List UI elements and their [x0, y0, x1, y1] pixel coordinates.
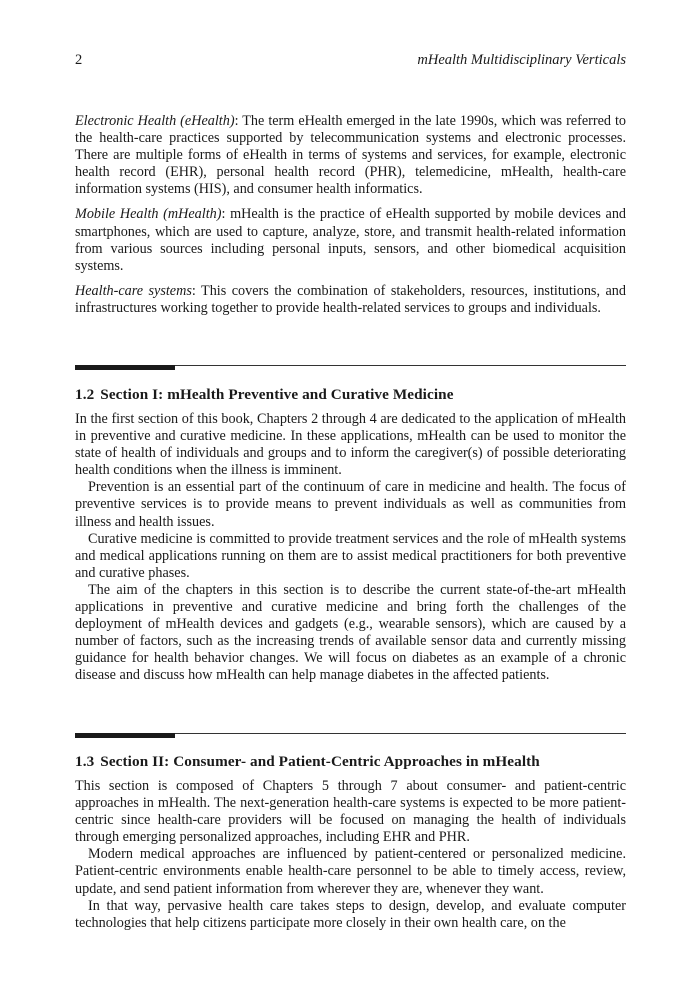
book-page	[75, 0, 626, 1000]
definition-term: Health-care systems	[75, 282, 192, 299]
paragraph: In that way, pervasive health care takes steps to design, develop, and evaluate computer technologies that help citizens participate more closely in their own health care, on the	[75, 897, 626, 931]
running-title: mHealth Multidisciplinary Verticals	[417, 52, 626, 68]
section-number: 1.2	[75, 386, 95, 403]
section-number: 1.3	[75, 753, 95, 770]
definition-term: Electronic Health (eHealth)	[75, 113, 235, 129]
paragraph: Curative medicine is committed to provide treatment services and the role of mHealth systems and medical applications running on them are to assist medical practitioners for both preventive and curative phases.	[75, 530, 626, 581]
section-1-2-body	[75, 411, 626, 685]
definition-ehealth	[75, 113, 626, 198]
paragraph: In the first section of this book, Chapters 2 through 4 are dedicated to the application of mHealth in preventive and curative medicine. In these applications, mHealth can be used to monitor the state of health of individuals and groups and to inform the caregiver(s) of possible deteriorating health conditions when the illness is imminent.	[75, 411, 626, 479]
rule-bar	[75, 733, 175, 738]
paragraph: Modern medical approaches are influenced by patient-centered or personalized medicine. Patient-centric environments enable health-care personnel to be able to timely access, review, update, and send patient information from wherever they are, whenever they want.	[75, 846, 626, 897]
definition-mhealth	[75, 206, 626, 274]
definition-text: : The term eHealth emerged in the late 1990s, which was referred to the health-care practices supported by telecommunication systems and electronic processes. There are multiple forms of eHealth in terms of systems and services, for example, electronic health record (EHR), personal health record (PHR), telemedicine, mHealth, health-care information systems (HIS), and consumer health informatics.	[75, 113, 626, 198]
definition-text: : This covers the combination of stakeholders, resources, institutions, and infrastructures working together to provide health-related services to groups and individuals.	[75, 282, 626, 316]
paragraph: Prevention is an essential part of the continuum of care in medicine and health. The focus of preventive services is to provide means to prevent individuals as well as communities from illness and health issues.	[75, 479, 626, 530]
definition-term: Mobile Health (mHealth)	[75, 206, 222, 223]
definition-text: : mHealth is the practice of eHealth supported by mobile devices and smartphones, which are used to capture, analyze, store, and transmit health-related information from various sources including personal inputs, sensors, and other biomedical acquisition systems.	[75, 206, 627, 274]
definitions-block	[75, 113, 626, 317]
section-title: Section I: mHealth Preventive and Curative Medicine	[100, 386, 454, 403]
definition-health-care-systems	[75, 283, 626, 317]
section-1-3-body	[75, 778, 626, 932]
section-heading-1-2	[75, 385, 626, 404]
section-heading-1-3	[75, 752, 626, 771]
section-title: Section II: Consumer- and Patient-Centric Approaches in mHealth	[100, 753, 540, 770]
page-number: 2	[75, 52, 83, 68]
running-head	[75, 52, 626, 74]
rule-bar	[75, 365, 175, 370]
paragraph: This section is composed of Chapters 5 through 7 about consumer- and patient-centric approaches in mHealth. The next-generation health-care systems is expected to be more patient-centric since health-care providers will be focused on managing the health of individuals through emerging personalized approaches, including EHR and PHR.	[75, 778, 626, 846]
section-rule	[75, 364, 626, 371]
paragraph: The aim of the chapters in this section is to describe the current state-of-the-art mHealth applications in preventive and curative medicine and bring forth the challenges of the deployment of mHealth devices and gadgets (e.g., wearable sensors), which are caused by a number of factors, such as the increasing trends of available sensor data and currently missing guidance for health behavior changes. We will focus on diabetes as an example of a chronic disease and discuss how mHealth can help manage diabetes in the affected patients.	[75, 581, 626, 684]
section-rule	[75, 732, 626, 739]
